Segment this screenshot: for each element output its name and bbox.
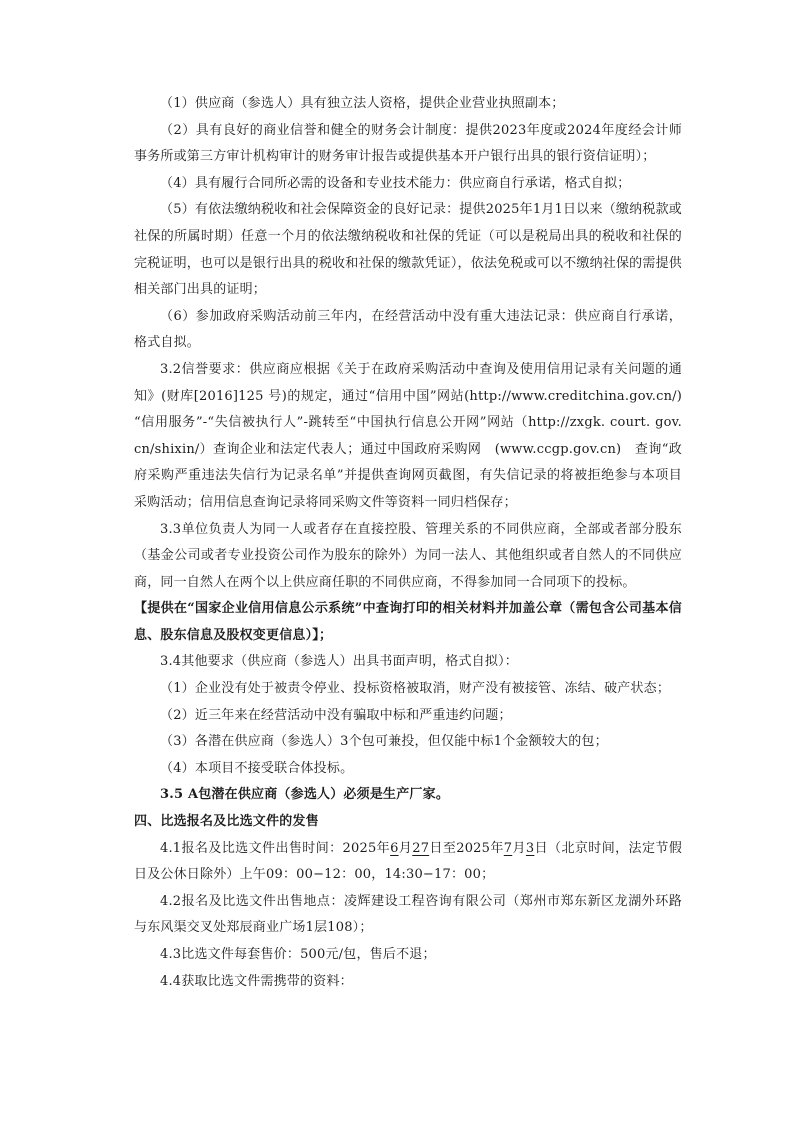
sale-date-range-mid: 日至2025年	[429, 840, 504, 856]
paragraph-qualification-5: （5）有依法缴纳税收和社会保障资金的良好记录：提供2025年1月1日以来（缴纳税款或社保的所属时期）任意一个月的依法缴纳税收和社保的凭证（可以是税局出具的税收和社保的完税证明，也可以是银行出具的税收和社保的缴款凭证），依法免税或可以不缴纳社保的需提供相关部门出具的证明；	[134, 202, 682, 298]
paragraph-sale-location: 4.2报名及比选文件出售地点：凌辉建设工程咨询有限公司（郑州市郑东新区龙湖外环路与东风渠交叉处郑辰商业广场1层108）；	[134, 893, 682, 936]
sale-time-suffix: 日（北京时间，法定节假日及公休日除外）上午09：00−12：00，14:30−17：00；	[134, 840, 683, 883]
paragraph-qualification-4: （4）具有履行合同所必需的设备和专业技术能力：供应商自行承诺，格式自拟；	[160, 175, 631, 191]
sale-month-label-2: 月	[512, 840, 526, 856]
paragraph-sale-time	[134, 836, 682, 889]
paragraph-qualification-1: （1）供应商（参选人）具有独立法人资格，提供企业营业执照副本；	[160, 96, 565, 111]
paragraph-credit-requirement: 3.2信誉要求：供应商应根据《关于在政府采购活动中查询及使用信用记录有关问题的通知》(财库[2016]125 号)的规定，通过“信用中国”网站(http://www.creditchina.gov.cn/) “信用服务”-“失信被执行人”-跳转至“中国执行信息公开网”网站（http://zxgk. court. gov. cn/shixin/）查询企业和法定代表人；通过中国政府采购网 (www.ccgp.gov.cn) 查询“政府采购严重违法失信行为记录名单”并提供查询网页截图，有失信记录的将被拒绝参与本项目采购活动；信用信息查询记录将同采购文件等资料一同归档保存；	[134, 361, 682, 510]
paragraph-other-2: （2）近三年来在经营活动中没有骗取中标和严重违约问题；	[160, 707, 512, 723]
paragraph-related-supplier: 3.3单位负责人为同一人或者存在直接控股、管理关系的不同供应商，全部或者部分股东（基金公司或者专业投资公司作为股东的除外）为同一法人、其他组织或者自然人的不同供应商，同一自然人在两个以上供应商任职的不同供应商，不得参加同一合同项下的投标。	[134, 521, 682, 590]
document-body	[134, 91, 682, 995]
paragraph-other-requirements: 3.4其他要求（供应商（参选人）出具书面声明，格式自拟）：	[160, 654, 518, 670]
paragraph-sale-price: 4.3比选文件每套售价：500元/包，售后不退；	[160, 947, 436, 962]
paragraph-other-1: （1）企业没有处于被责令停业、投标资格被取消，财产没有被接管、冻结、破产状态；	[160, 681, 671, 697]
paragraph-qualification-2: （2）具有良好的商业信誉和健全的财务会计制度：提供2023年度或2024年度经会计师事务所或第三方审计机构审计的财务审计报告或提供基本开户银行出具的银行资信证明）；	[134, 122, 682, 165]
sale-end-day: 3	[525, 840, 535, 856]
paragraph-qualification-6: （6）参加政府采购活动前三年内，在经营活动中没有重大违法记录：供应商自行承诺，格式自拟。	[134, 308, 682, 351]
sale-end-month: 7	[503, 840, 513, 856]
sale-time-prefix: 4.1报名及比选文件出售时间：2025年	[160, 840, 391, 856]
paragraph-package-a-manufacturer: 3.5 A包潜在供应商（参选人）必须是生产厂家。	[160, 787, 450, 803]
section-heading-4: 四、比选报名及比选文件的发售	[134, 814, 319, 830]
sale-start-month: 6	[390, 840, 399, 856]
paragraph-other-3: （3）各潜在供应商（参选人）3个包可兼投，但仅能中标1个金额较大的包；	[160, 734, 608, 750]
sale-start-day: 27	[412, 840, 430, 856]
paragraph-other-4: （4）本项目不接受联合体投标。	[160, 760, 354, 776]
sale-month-label-1: 月	[398, 840, 413, 856]
paragraph-enterprise-credit-note: 【提供在“国家企业信用信息公示系统”中查询打印的相关材料并加盖公章（需包含公司基本信息、股东信息及股权变更信息）】；	[134, 601, 682, 643]
paragraph-required-materials: 4.4获取比选文件需携带的资料：	[160, 973, 353, 989]
